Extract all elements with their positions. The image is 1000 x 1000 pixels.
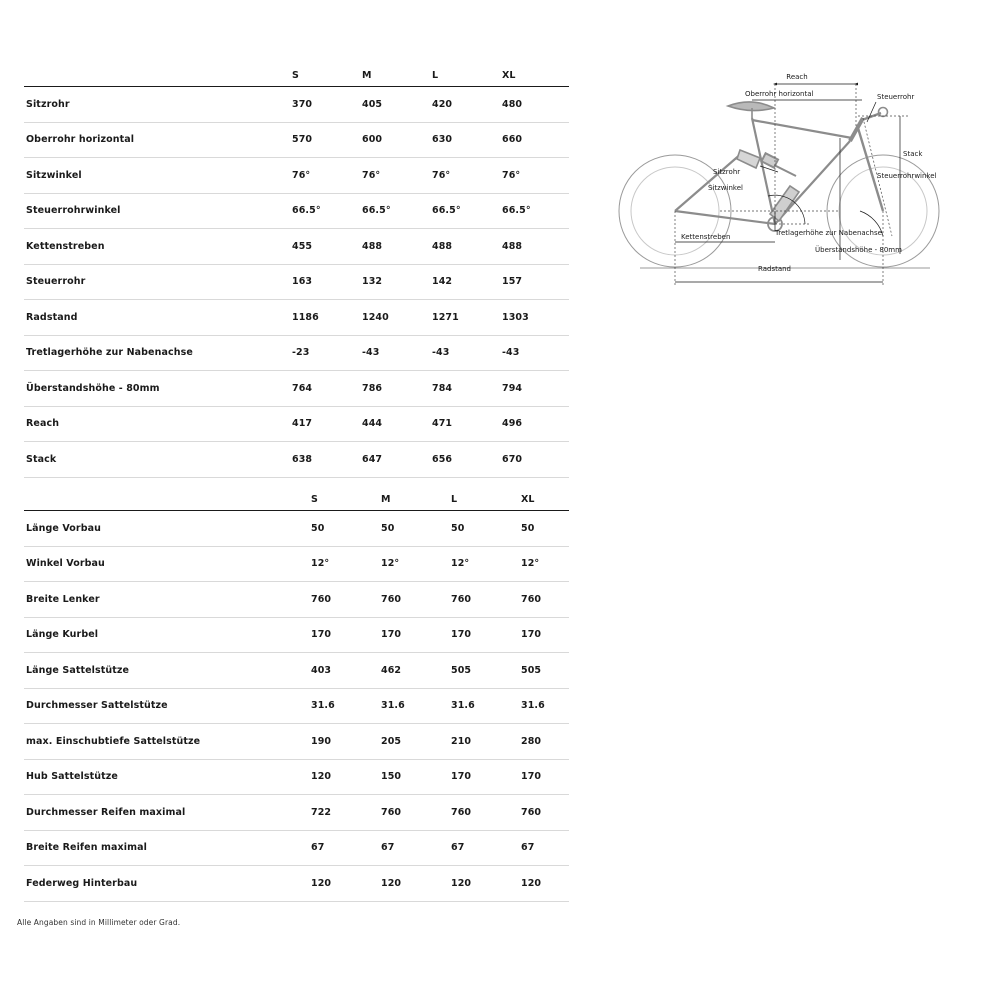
row-value-m: 132	[359, 264, 429, 300]
row-value-xl: 488	[499, 229, 569, 265]
row-value-s: 76°	[289, 158, 359, 194]
bike-geometry-diagram	[600, 46, 990, 296]
row-value-s: 12°	[289, 546, 359, 582]
row-value-m: 405	[359, 87, 429, 123]
row-label: Sitzrohr	[24, 87, 289, 123]
row-label: Länge Sattelstütze	[24, 653, 289, 689]
table-row	[24, 87, 569, 123]
table-main-header	[24, 64, 569, 87]
row-value-m: 76°	[359, 158, 429, 194]
row-value-s: 760	[289, 582, 359, 618]
row-value-s: 67	[289, 830, 359, 866]
row-label: Breite Lenker	[24, 582, 289, 618]
label-oberrohr-horizontal: Oberrohr horizontal	[745, 90, 814, 98]
row-value-l: 1271	[429, 300, 499, 336]
row-label: Winkel Vorbau	[24, 546, 289, 582]
row-value-l: 784	[429, 371, 499, 407]
row-value-l: 760	[429, 582, 499, 618]
row-value-s: 1186	[289, 300, 359, 336]
label-steuerrohr: Steuerrohr	[877, 93, 915, 101]
row-value-l: 50	[429, 511, 499, 547]
row-value-xl: 157	[499, 264, 569, 300]
row-value-m: 31.6	[359, 688, 429, 724]
header-size-xl: XL	[499, 64, 569, 87]
table-secondary-header	[24, 488, 569, 511]
table-row	[24, 617, 569, 653]
row-value-s: 417	[289, 406, 359, 442]
row-label: Kettenstreben	[24, 229, 289, 265]
table-secondary-body	[24, 511, 569, 902]
row-value-xl: -43	[499, 335, 569, 371]
row-value-l: 656	[429, 442, 499, 478]
row-value-l: 630	[429, 122, 499, 158]
header-size-l: L	[429, 488, 499, 511]
row-label: Steuerrohr	[24, 264, 289, 300]
row-value-s: 370	[289, 87, 359, 123]
table-row	[24, 122, 569, 158]
row-label: Überstandshöhe - 80mm	[24, 371, 289, 407]
row-value-m: -43	[359, 335, 429, 371]
row-value-xl: 1303	[499, 300, 569, 336]
row-value-xl: 280	[499, 724, 569, 760]
header-size-s: S	[289, 488, 359, 511]
row-value-l: 170	[429, 617, 499, 653]
label-tretlagerhoehe: Tretlagerhöhe zur Nabenachse	[775, 229, 882, 237]
row-label: Steuerrohrwinkel	[24, 193, 289, 229]
table-row	[24, 866, 569, 902]
row-value-m: 205	[359, 724, 429, 760]
row-value-l: 31.6	[429, 688, 499, 724]
row-label: Tretlagerhöhe zur Nabenachse	[24, 335, 289, 371]
row-label: Stack	[24, 442, 289, 478]
table-header-row	[24, 488, 569, 511]
row-label: max. Einschubtiefe Sattelstütze	[24, 724, 289, 760]
row-label: Oberrohr horizontal	[24, 122, 289, 158]
label-stack: Stack	[903, 150, 923, 158]
row-value-l: 471	[429, 406, 499, 442]
row-value-l: 210	[429, 724, 499, 760]
rear-shock	[760, 153, 796, 176]
header-blank	[24, 488, 289, 511]
table-header-row	[24, 64, 569, 87]
row-value-l: 67	[429, 830, 499, 866]
row-value-m: 150	[359, 759, 429, 795]
row-value-s: 764	[289, 371, 359, 407]
row-value-s: 31.6	[289, 688, 359, 724]
row-label: Länge Vorbau	[24, 511, 289, 547]
row-value-s: 120	[289, 866, 359, 902]
header-size-s: S	[289, 64, 359, 87]
table-row	[24, 193, 569, 229]
row-value-s: 163	[289, 264, 359, 300]
row-value-m: 488	[359, 229, 429, 265]
row-value-l: 760	[429, 795, 499, 831]
row-value-xl: 67	[499, 830, 569, 866]
header-size-m: M	[359, 488, 429, 511]
geometry-table-secondary	[24, 488, 569, 902]
row-value-xl: 794	[499, 371, 569, 407]
row-value-s: 722	[289, 795, 359, 831]
row-value-l: 76°	[429, 158, 499, 194]
row-value-s: 66.5°	[289, 193, 359, 229]
row-value-l: 505	[429, 653, 499, 689]
row-value-m: 760	[359, 582, 429, 618]
row-value-xl: 120	[499, 866, 569, 902]
row-value-l: 120	[429, 866, 499, 902]
row-value-m: 67	[359, 830, 429, 866]
row-value-s: 170	[289, 617, 359, 653]
row-value-m: 647	[359, 442, 429, 478]
row-label: Durchmesser Sattelstütze	[24, 688, 289, 724]
row-value-s: 190	[289, 724, 359, 760]
table-row	[24, 406, 569, 442]
row-value-m: 66.5°	[359, 193, 429, 229]
row-label: Durchmesser Reifen maximal	[24, 795, 289, 831]
label-reach: Reach	[786, 73, 808, 81]
row-label: Breite Reifen maximal	[24, 830, 289, 866]
header-size-xl: XL	[499, 488, 569, 511]
row-value-xl: 496	[499, 406, 569, 442]
row-value-s: 120	[289, 759, 359, 795]
row-value-s: 638	[289, 442, 359, 478]
row-value-xl: 76°	[499, 158, 569, 194]
row-value-xl: 31.6	[499, 688, 569, 724]
row-value-m: 444	[359, 406, 429, 442]
table-row	[24, 335, 569, 371]
row-value-m: 462	[359, 653, 429, 689]
table-row	[24, 442, 569, 478]
row-value-m: 170	[359, 617, 429, 653]
row-value-m: 600	[359, 122, 429, 158]
row-label: Federweg Hinterbau	[24, 866, 289, 902]
label-ueberstandshoehe: Überstandshöhe - 80mm	[815, 246, 902, 254]
row-value-l: -43	[429, 335, 499, 371]
row-value-l: 488	[429, 229, 499, 265]
row-label: Hub Sattelstütze	[24, 759, 289, 795]
row-value-l: 12°	[429, 546, 499, 582]
table-row	[24, 830, 569, 866]
table-row	[24, 688, 569, 724]
saddle	[728, 102, 774, 118]
label-radstand: Radstand	[758, 265, 792, 273]
table-row	[24, 511, 569, 547]
table-row	[24, 724, 569, 760]
label-kettenstreben: Kettenstreben	[681, 233, 731, 241]
row-value-xl: 670	[499, 442, 569, 478]
row-value-xl: 170	[499, 617, 569, 653]
row-value-xl: 66.5°	[499, 193, 569, 229]
row-value-xl: 660	[499, 122, 569, 158]
handlebar	[879, 108, 888, 117]
row-value-l: 420	[429, 87, 499, 123]
label-steuerrohrwinkel: Steuerrohrwinkel	[877, 172, 937, 180]
row-value-xl: 170	[499, 759, 569, 795]
table-row	[24, 158, 569, 194]
table-row	[24, 582, 569, 618]
row-value-l: 142	[429, 264, 499, 300]
label-sitzwinkel: Sitzwinkel	[708, 184, 743, 192]
row-value-l: 170	[429, 759, 499, 795]
row-value-s: 50	[289, 511, 359, 547]
label-sitzrohr: Sitzrohr	[713, 168, 741, 176]
row-value-xl: 12°	[499, 546, 569, 582]
row-value-xl: 50	[499, 511, 569, 547]
row-value-xl: 760	[499, 795, 569, 831]
header-size-m: M	[359, 64, 429, 87]
table-row	[24, 546, 569, 582]
row-value-m: 1240	[359, 300, 429, 336]
row-label: Sitzwinkel	[24, 158, 289, 194]
row-value-m: 120	[359, 866, 429, 902]
row-value-m: 50	[359, 511, 429, 547]
row-value-s: -23	[289, 335, 359, 371]
table-row	[24, 300, 569, 336]
row-label: Länge Kurbel	[24, 617, 289, 653]
units-footnote: Alle Angaben sind in Millimeter oder Grad.	[17, 918, 181, 927]
table-row	[24, 264, 569, 300]
row-label: Radstand	[24, 300, 289, 336]
row-value-s: 403	[289, 653, 359, 689]
row-value-xl: 505	[499, 653, 569, 689]
row-value-m: 760	[359, 795, 429, 831]
row-value-xl: 760	[499, 582, 569, 618]
row-value-m: 786	[359, 371, 429, 407]
row-value-s: 570	[289, 122, 359, 158]
table-row	[24, 229, 569, 265]
table-main-body	[24, 87, 569, 478]
row-value-m: 12°	[359, 546, 429, 582]
row-label: Reach	[24, 406, 289, 442]
table-row	[24, 795, 569, 831]
geometry-table-main	[24, 64, 569, 478]
table-row	[24, 653, 569, 689]
row-value-l: 66.5°	[429, 193, 499, 229]
header-blank	[24, 64, 289, 87]
header-size-l: L	[429, 64, 499, 87]
row-value-s: 455	[289, 229, 359, 265]
table-row	[24, 371, 569, 407]
row-value-xl: 480	[499, 87, 569, 123]
table-row	[24, 759, 569, 795]
